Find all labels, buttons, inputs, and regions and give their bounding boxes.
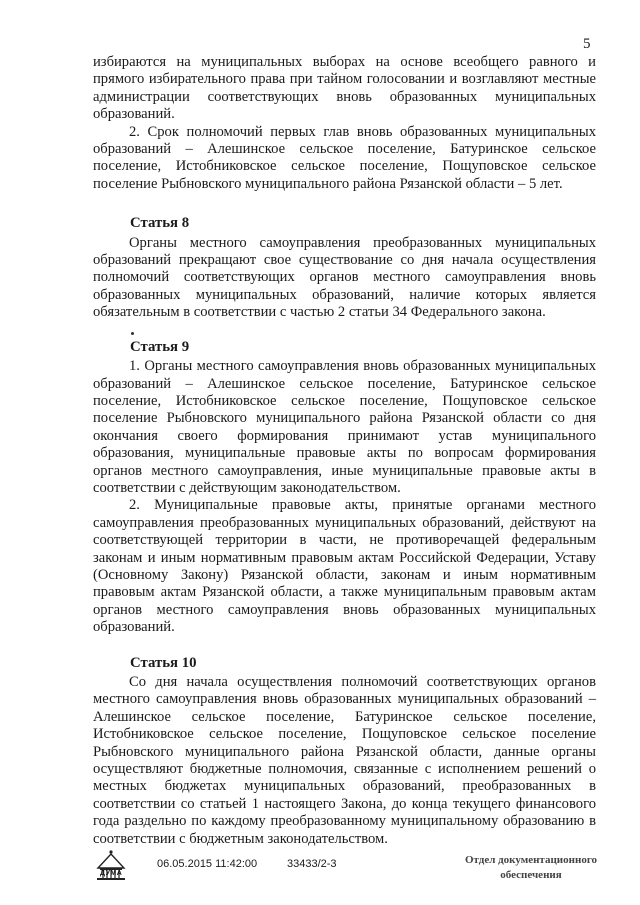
department-stamp [451, 853, 611, 883]
article-8-text: Органы местного самоуправления преобразованных муниципальных образований прекращают свое существование со дня начала осуществления полномочий соответствующих органов местного самоуправления вновь образованных муниципальных образований, наличие которых является обязательным в соответствии с частью 2 статьи 34 Федерального закона. [93, 234, 596, 321]
logo-caption: ДУМА [100, 870, 123, 877]
page-number: 5 [583, 36, 591, 52]
article-9-heading: Статья 9 [130, 338, 190, 355]
duma-building-icon [94, 848, 128, 884]
scan-speck [131, 332, 134, 335]
footer-document-number: 33433/2-3 [287, 858, 337, 870]
paragraph-term-of-office: 2. Срок полномочий первых глав вновь образованных муниципальных образований – Алешинское сельское поселение, Батуринское сельское поселение, Истобниковское сельское поселение, Пощуповское сельское поселение Рыбновского муниципального района Рязанской области – 5 лет. [93, 123, 596, 192]
article-8-heading: Статья 8 [130, 215, 190, 232]
article-9-paragraph-1: 1. Органы местного самоуправления вновь образованных муниципальных образований – Алешинское сельское поселение, Батуринское сельское поселение, Истобниковское сельское поселение, Пощуповское сельское поселение Рыбновского муниципального района Рязанской области со дня окончания своего формирования принимают устав муниципального образования, муниципальные правовые акты по вопросам формирования органов местного самоуправления, иные муниципальные правовые акты в соответствии с действующим законодательством. [93, 358, 596, 496]
stamp-line-2: обеспечения [500, 869, 562, 881]
footer-timestamp: 06.05.2015 11:42:00 [157, 858, 258, 870]
page-footer [94, 848, 624, 888]
paragraph-intro-continuation: избираются на муниципальных выборах на основе всеобщего равного и прямого избирательного права при тайном голосовании и возглавляют местные администрации соответствующих вновь образованных муниципальных образований. [93, 54, 596, 123]
document-body [93, 54, 596, 848]
article-10-text: Со дня начала осуществления полномочий соответствующих органов местного самоуправления вновь образованных муниципальных образований – Алешинское сельское поселение, Батуринское сельское поселение, Истобниковское сельское поселение, Пощуповское сельское поселение Рыбновского муниципального района Рязанской области, данные органы осуществляют бюджетные полномочия, связанные с исполнением решений о местных бюджетах муниципальных образований, преобразованных в соответствии со статьей 1 настоящего Закона, до конца текущего финансового года раздельно по каждому преобразованному муниципальному образованию в соответствии с бюджетным законодательством. [93, 674, 596, 847]
duma-logo [94, 848, 128, 884]
article-9-paragraph-2: 2. Муниципальные правовые акты, принятые органами местного самоуправления преобразованных муниципальных образований, действуют на соответствующей территории в части, не противоречащей федеральным законам и иным нормативным правовым актам Российской Федерации, Уставу (Основному Закону) Рязанской области, законам и иным нормативным правовым актам Рязанской области, а также муниципальным правовым актам органов местного самоуправления вновь образованных муниципальных образований. [93, 497, 596, 636]
article-10-heading: Статья 10 [130, 654, 197, 671]
stamp-line-1: Отдел документационного [464, 854, 598, 866]
